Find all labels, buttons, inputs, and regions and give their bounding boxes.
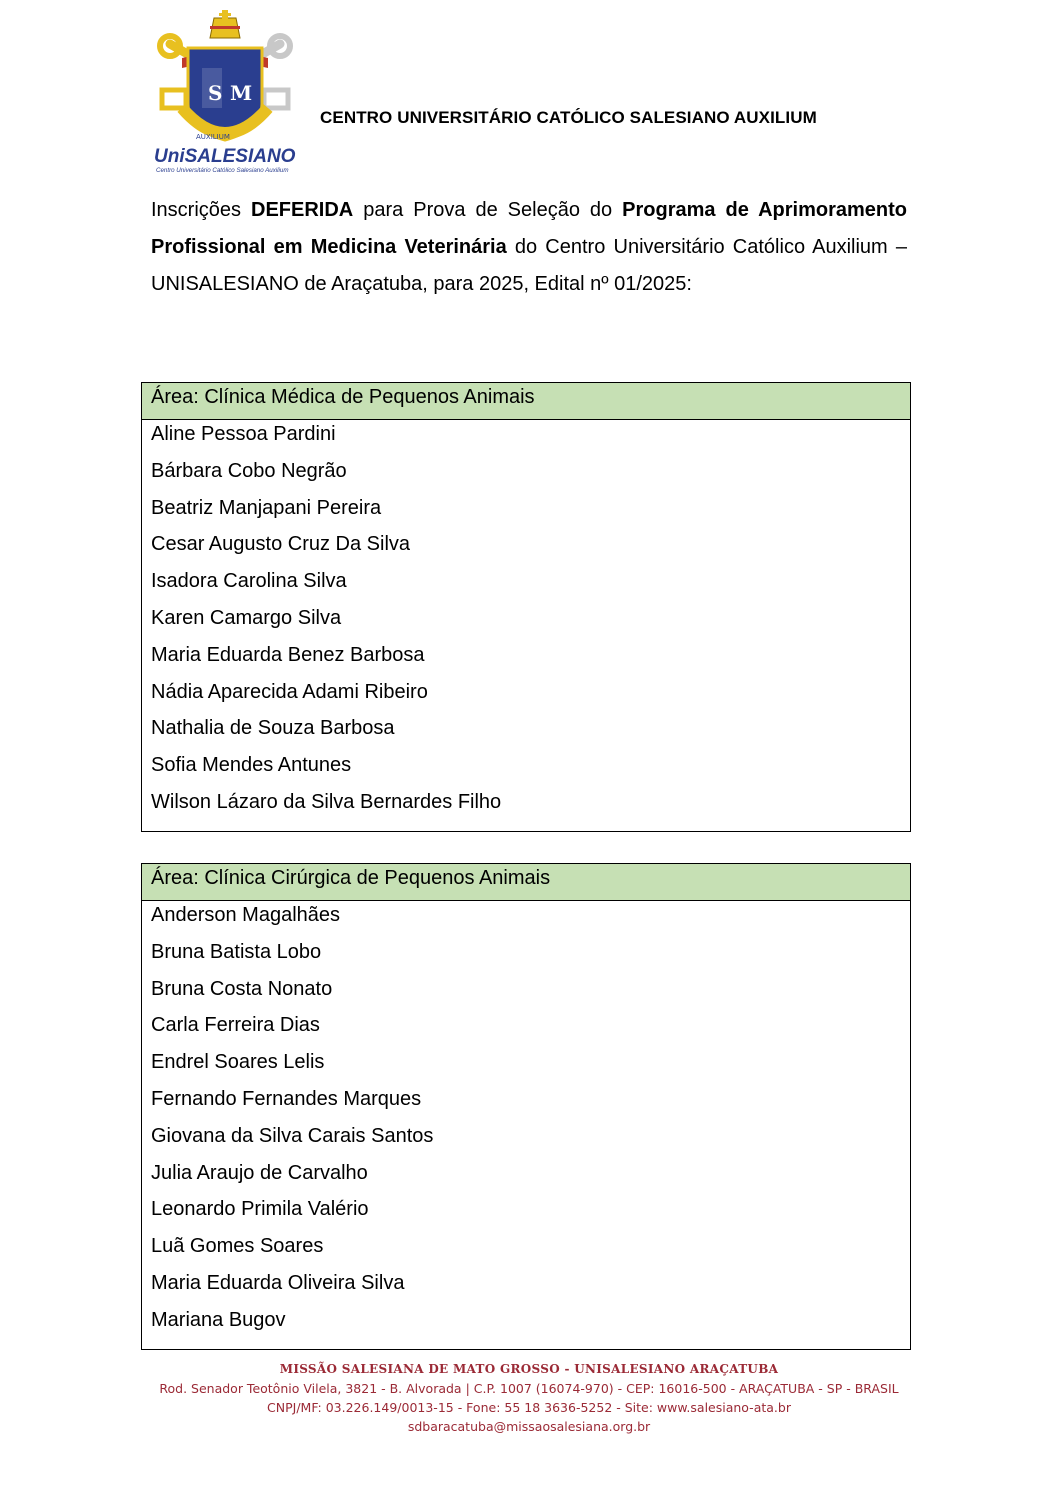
candidate-name: Mariana Bugov bbox=[151, 1308, 286, 1331]
svg-text:Centro Universitário Católico: Centro Universitário Católico Salesiano Auxilium bbox=[156, 167, 289, 174]
footer-email: sdbaracatuba@missaosalesiana.org.br bbox=[407, 1419, 651, 1434]
university-logo bbox=[152, 8, 298, 176]
candidate-name: Giovana da Silva Carais Santos bbox=[151, 1124, 434, 1147]
footer-contact: CNPJ/MF: 03.226.149/0013-15 - Fone: 55 18 3636-5252 - Site: www.salesiano-ata.br bbox=[267, 1400, 791, 1415]
intro-paragraph bbox=[151, 192, 907, 303]
area-title: Área: Clínica Cirúrgica de Pequenos Animais bbox=[142, 864, 910, 901]
crest-icon bbox=[152, 8, 298, 176]
candidate-name: Bárbara Cobo Negrão bbox=[151, 459, 347, 482]
candidate-name: Cesar Augusto Cruz Da Silva bbox=[151, 533, 411, 556]
intro-program-name: Programa de Aprimoramento Profissional em Medicina Veterinária bbox=[151, 199, 907, 258]
candidate-name: Fernando Fernandes Marques bbox=[151, 1087, 422, 1110]
page-footer bbox=[0, 1360, 1058, 1436]
intro-status: DEFERIDA bbox=[251, 199, 354, 221]
candidate-name: Anderson Magalhães bbox=[151, 904, 341, 926]
area-table-clinica-medica bbox=[141, 382, 911, 832]
svg-text:M: M bbox=[230, 81, 253, 105]
candidate-name: Karen Camargo Silva bbox=[151, 606, 342, 629]
area-title: Área: Clínica Médica de Pequenos Animais bbox=[142, 383, 910, 420]
candidate-name: Maria Eduarda Oliveira Silva bbox=[151, 1271, 405, 1294]
svg-text:AUXILIUM: AUXILIUM bbox=[196, 133, 230, 141]
candidate-list bbox=[142, 420, 910, 831]
candidate-name: Nádia Aparecida Adami Ribeiro bbox=[151, 680, 428, 703]
candidate-name: Bruna Costa Nonato bbox=[151, 977, 333, 1000]
institution-title: CENTRO UNIVERSITÁRIO CATÓLICO SALESIANO AUXILIUM bbox=[320, 108, 817, 127]
area-table-clinica-cirurgica bbox=[141, 863, 911, 1350]
svg-text:UniSALESIANO: UniSALESIANO bbox=[154, 146, 296, 167]
candidate-name: Julia Araujo de Carvalho bbox=[151, 1161, 368, 1184]
candidate-name: Nathalia de Souza Barbosa bbox=[151, 717, 395, 740]
candidate-name: Bruna Batista Lobo bbox=[151, 940, 322, 963]
candidate-name: Luã Gomes Soares bbox=[151, 1235, 324, 1258]
candidate-name: Beatriz Manjapani Pereira bbox=[151, 496, 382, 519]
intro-text-2: para Prova de Seleção do bbox=[353, 199, 623, 221]
candidate-name: Wilson Lázaro da Silva Bernardes Filho bbox=[151, 790, 502, 813]
candidate-name: Carla Ferreira Dias bbox=[151, 1014, 320, 1037]
candidate-name: Isadora Carolina Silva bbox=[151, 570, 347, 593]
candidate-name: Sofia Mendes Antunes bbox=[151, 754, 352, 777]
svg-text:S: S bbox=[208, 81, 223, 105]
candidate-name: Maria Eduarda Benez Barbosa bbox=[151, 643, 425, 666]
candidate-name: Aline Pessoa Pardini bbox=[151, 423, 336, 445]
intro-text-3: do Centro Universitário Católico Auxilium – UNISALESIANO de Araçatuba, para 2025, Edital nº 01/2025: bbox=[151, 236, 907, 295]
footer-address: Rod. Senador Teotônio Vilela, 3821 - B. Alvorada | C.P. 1007 (16074-970) - CEP: 16016-500 - ARAÇATUBA - SP - BRASIL bbox=[159, 1381, 899, 1396]
candidate-name: Leonardo Primila Valério bbox=[151, 1198, 369, 1221]
intro-text-1: Inscrições bbox=[151, 199, 252, 221]
candidate-list bbox=[142, 901, 910, 1349]
footer-organization: MISSÃO SALESIANA DE MATO GROSSO - UNISALESIANO ARAÇATUBA bbox=[279, 1362, 779, 1376]
candidate-name: Endrel Soares Lelis bbox=[151, 1051, 325, 1074]
